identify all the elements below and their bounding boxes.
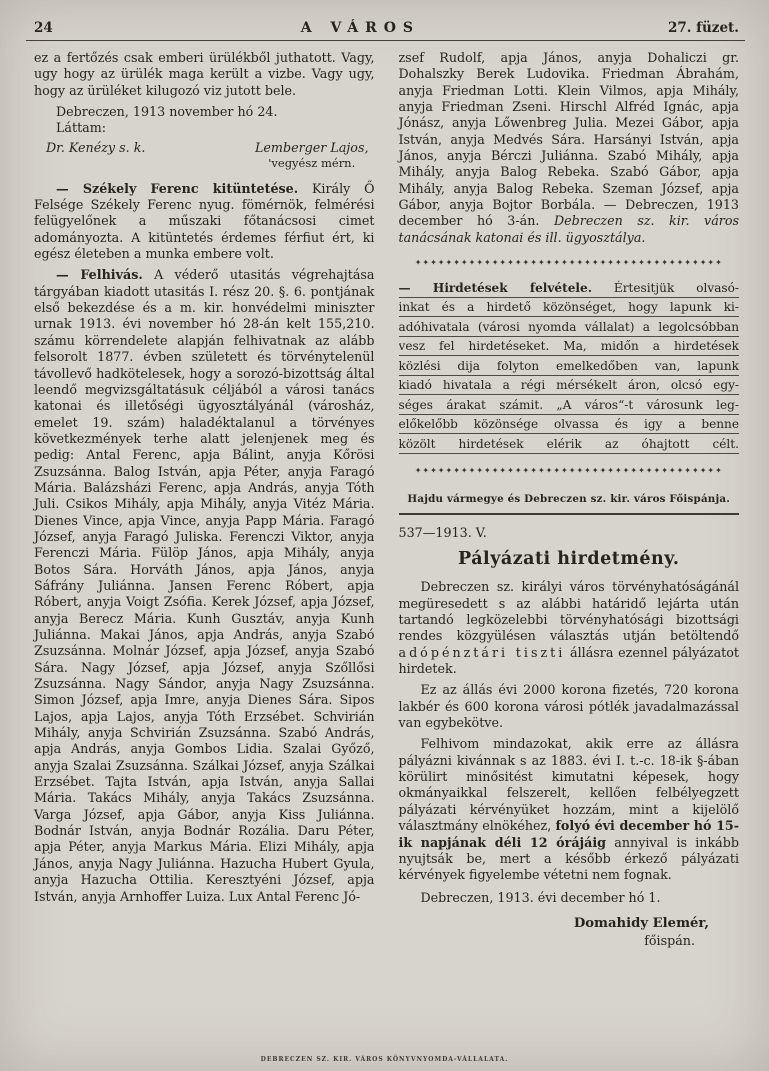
left-column [34,50,375,949]
article-szekely-body: Király Ő Felsége Székely Ferenc nyug. fömérnök, felmérési felügyelőnek a műszaki főtanácsosi cimet adományozta. A kitüntetés érdemes férfiut ért, ki egész életeben a munka embere volt. [34,180,375,262]
palyazat-paragraph-1 [399,579,740,677]
continuation-text: zsef Rudolf, apja János, anyja Dohaliczi gr. Dohalszky Berek Ludovika. Friedman Ábrahám, anyja Friedman Lotti. Klein Vilmos, apja Mihály, anyja Friedman Zseni. Hirschl Alfréd Ignác, apja Jónász, anyja Lőwenbreg Julia. Mezei Gábor, apja István, anyja Medvés Sára. Harsányi István, apja János, anyja Bérczi Juliánna. Szabó Mihály, apja Mihály, anyja Balog Rebeka. Szabó Gábor, apja Mihály, anyja Balog Rebeka. Szeman József, apja Gábor, anyja Bojtor Borbála. — Debreczen, 1913 december hó 3-án. [398,50,739,229]
palyazat-p3-deadline: folyó évi december hó 15-ik napjának déli 12 órájáig [398,818,739,850]
signature-right [255,140,369,171]
signature-name: Domahidy Elemér, [573,915,709,931]
ruled-line [399,278,740,298]
ruled-line: kiadó hivatala a régi mérsékelt áron, olcsó egy- [399,376,740,396]
palyazat-p1-emphasis: adópénztári tiszti [398,644,566,660]
palyazat-p3-text-end: annyival is inkább nyujtsák be, mert a később érkező pályázati kérvények figyelembe vétetni nem fognak. [398,834,739,883]
article-hirdetesek [399,278,740,454]
palyazat-paragraph-3 [399,736,740,883]
palyazat-p1-text-end: állásra ezennel pályázatot hirdetek. [398,644,739,677]
foispan-banner: Hajdu vármegye és Debreczen sz. kir. város Főispánja. [399,489,740,514]
palyazat-paragraph-2: Ez az állás évi 2000 korona fizetés, 720 korona lakbér és 600 korona városi pótlék javadalmazással van egybekötve. [398,682,739,731]
page-header [26,0,745,41]
ornament-separator-top: ✦✦✦✦✦✦✦✦✦✦✦✦✦✦✦✦✦✦✦✦✦✦✦✦✦✦✦✦✦✦✦✦✦✦✦✦✦✦✦✦ [414,258,723,268]
signature-left: Dr. Kenézy s. k. [46,139,146,155]
palyazat-p1-text: Debreczen sz. királyi város törvényhatóságánál megüresedett s az alábbi határidő lejárta után tartandó legközelebbi törvényhatósági bizottsági rendes közgyülésen választás utján betöltendő [398,579,739,644]
dateline-left: Debreczen, 1913 november hó 24. [56,104,278,120]
ruled-line: adóhivatala (városi nyomda vállalat) a legolcsóbban [399,317,740,337]
paragraph-continuation: ez a fertőzés csak emberi ürülékből juthatott. Vagy, ugy hogy az ürülék maga került a vizbe. Vagy ugy, hogy az ürüléket kilugozó viz jutott bele. [34,50,375,98]
page-number: 24 [34,20,53,36]
reference-number: 537—1913. V. [398,524,487,540]
signature-row [34,137,375,176]
ruled-line-text: Értesitjük olvasó- [613,280,739,295]
article-szekely [34,181,375,263]
right-column [399,50,740,949]
ruled-line: vesz fel hirdetéseket. Ma, midőn a hirdetések [399,337,740,357]
ruled-line: séges árakat számit. „A város“-t városunk leg- [399,395,740,415]
article-szekely-title: — Székely Ferenc kitüntetése. [56,180,299,196]
article-felhivas [34,267,375,904]
article-felhivas-body: A véderő utasitás végrehajtása tárgyában kiadott utasitás I. rész 20. §. 6. pontjának első bekezdése és a m. kir. honvédelmi miniszter urnak 1913. évi november hó 28-án kelt 155,210. számu körrendelete alapján felhivatnak az alább felsorolt 1877. évben született és törvénytelenül távollevő hadkötelesek, hogy a sorozó-bizottság által leendő megvizsgáltatásuk céljából a városi tanács katonai és illetőségi ügyosztályánál (városház, emelet 19. szám) haladéktalanul a törvényes következmények terhe alatt jelenjenek meg és pedig: Antal Ferenc, apja Bálint, anyja Kőrösi Zsuzsánna. Balog István, apja Péter, anyja Faragó Mária. Balázsházi Ferenc, apja András, anyja Tóth Juli. Csikos Mihály, apja Mihály, anyja Vitéz Mária. Dienes Vince, apja Vince, anyja Papp Mária. Faragó József, anyja Faragó Juliska. Ferenczi Viktor, anyja Ferenczi Mária. Fülöp János, apja Mihály, anyja Botos Sára. Horváth János, apja János, anyja Sáfrány Juliánna. Jansen Ferenc Róbert, apja Róbert, anyja Voigt Zsófia. Kerek József, apja József, anyja Berecz Mária. Kunh Gusztáv, anyja Kunh Juliánna. Makai János, apja András, anyja Szabó Zsuzsánna. Molnár József, apja József, anyja Szabó Sára. Nagy József, apja József, anyja Szőllősi Zsuzsánna. Nagy Sándor, anyja Nagy Zsuzsánna. Simon József, apja Imre, anyja Dienes Sára. Sipos Lajos, apja Lajos, anyja Tóth Erzsébet. Schvirián Mihály, anyja Schvirián Zsuzsánna. Szabó András, apja András, anyja Gombos Lidia. Szalai Győző, anyja Szalai Zsuzsánna. Szálkai József, anyja Szálkai Erzsébet. Tajta István, apja István, anyja Sallai Mária. Takács Mihály, anyja Takács Zsuzsánna. Varga József, apja Gábor, anyja Kiss Juliánna. Bodnár István, anyja Bodnár Rozália. Daru Péter, apja Péter, anyja Markus Mária. Elizi Mihály, apja János, anyja Nagy Juliánna. Hazucha Hubert Gyula, anyja Hazucha Ottilia. Keresztyéni József, apja István, anyja Arnhoffer Luiza. Lux Antal Ferenc Jó- [34,267,375,904]
ruled-line: közölt hirdetések elérik az óhajtott célt. [399,434,740,454]
continuation-signoff: Debreczen sz. kir. város tanácsának katonai és ill. ügyosztálya. [398,213,739,245]
palyazat-p3-text: Felhivom mindazokat, akik erre az állásra pályázni kivánnak s az 1883. évi I. t.-c. 18-ik §-ában körülirt minősitést kimutatni képesek, hogy okmányaikkal felszerelt, kellően felbélyegzett pályázati kérvényüket hozzám, mint a kijelölő választmány elnökéhez, [398,736,739,834]
ruled-line: előkelőbb közönsége olvassa és igy a benne [399,415,740,435]
ruled-line: közlési dija folyton emelkedőben van, lapunk [399,356,740,376]
masthead-title: A VÁROS [300,20,421,36]
paragraph-continuation-right [399,50,740,246]
signature-right-title: 'vegyész mérn. [268,155,356,170]
signature-block [399,914,740,949]
printer-imprint: DEBRECZEN SZ. KIR. VÁROS KÖNYVNYOMDA-VÁLLALATA. [260,1056,509,1063]
article-felhivas-title: — Felhivás. [56,267,143,283]
article-hirdetesek-title: — Hirdetések felvétele. [398,280,592,295]
ruled-line: inkat és a hirdető közönséget, hogy lapunk ki- [399,298,740,318]
lattam-line: Láttam: [56,120,107,136]
palyazat-heading: Pályázati hirdetmény. [458,549,680,569]
signature-title: főispán. [644,932,695,948]
ornament-separator-bottom: ✦✦✦✦✦✦✦✦✦✦✦✦✦✦✦✦✦✦✦✦✦✦✦✦✦✦✦✦✦✦✦✦✦✦✦✦✦✦✦✦ [414,465,723,475]
issue-label: 27. füzet. [667,20,739,36]
signature-right-name: Lemberger Lajos, [255,139,369,155]
column-layout [0,41,769,949]
dateline-right: Debreczen, 1913. évi december hó 1. [420,889,661,905]
